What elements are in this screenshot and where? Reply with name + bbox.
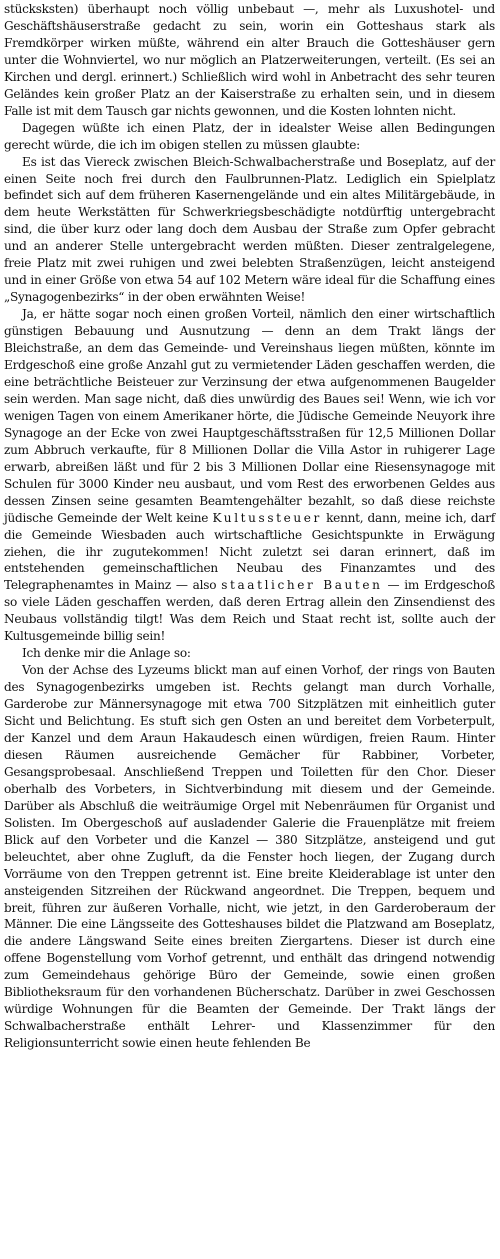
article-paragraph (4, 154, 495, 307)
paragraph-text: Von der Achse des Lyzeums blickt man auf einen Vorhof, der rings von Bauten des Synagogenbezirks umgeben ist. Rechts gelangt man durch Vorhalle, Garderobe zur Männersynagoge mit etwa 700 Sitzplätzen mit einheitlich guter Sicht und Belichtung. Es stuft sich gen Osten an und bereitet dem Vorbeterpult, der Kanzel und dem Araun Hakaudesch einen würdigen, freien Raum. Hinter diesen Räumen ausreichende Gemächer für Rabbiner, Vorbeter, Gesangsprobesaal. Anschließend Treppen und Toiletten für den Chor. Dieser oberhalb des Vorbeters, in Sichtverbindung mit diesem und der Gemeinde. Darüber als Abschluß die weiträumige Orgel mit Nebenräumen für Organist und Solisten. Im Obergeschoß auf ausladender Galerie die Frauenplätze mit freiem Blick auf den Vorbeter und die Kanzel — 380 Sitzplätze, ansteigend und gut beleuchtet, aber ohne Zugluft, da die Fenster hoch liegen, der Zugang durch Vorräume von den Treppen getrennt ist. Eine breite Kleiderablage ist unter den ansteigenden Sitzreihen der Rückwand angeordnet. Die Treppen, bequem und breit, führen zur äußeren Vorhalle, nicht, wie jetzt, in den Garderoberaum der Männer. Die eine Längsseite des Gotteshauses bildet die Platzwand am Boseplatz, die andere Längswand Seite eines breiten Ziergartens. Dieser ist durch eine offene Bogenstellung vom Vorhof getrennt, und enthält das dringend notwendig zum Gemeindehaus gehörige Büro der Gemeinde, sowie einen großen Bibliotheksraum für den vorhandenen Bücherschatz. Darüber in zwei Geschossen würdige Wohnungen für die Beamten der Gemeinde. Der Trakt längs der Schwalbacherstraße enthält Lehrer- und Klassenzimmer für den Religionsunterricht sowie einen heute fehlenden Be (4, 663, 495, 1051)
emphasized-text: Kultussteuer (212, 510, 322, 525)
paragraph-text: kennt, dann, meine ich, darf die Gemeinde Wiesbaden auch wirtschaftliche Gesichtspunkte in Erwägung ziehen, die ihr zugutekommen! Nicht zuletzt sei daran erinnert, daß im entstehenden gemeinschaftlichen Neubau des Finanzamtes und des Telegraphenamtes in Mainz — also (4, 510, 495, 593)
paragraph-text: Dagegen wüßte ich einen Platz, der in idealster Weise allen Bedingungen gerecht würde, die ich im obigen stellen zu müssen glaubte: (4, 120, 495, 152)
paragraph-text: stücksksten) überhaupt noch völlig unbebaut —, mehr als Luxushotel- und Geschäftshäuserstraße gedacht zu sein, worin ein Gotteshaus stark als Fremdkörper wirken müßte, während ein alter Brauch die Gotteshäuser gern unter die Wohnviertel, wo nur möglich an Platzerweiterungen, verteilt. (Es sei an Kirchen und dergl. erinnert.) Schließlich wird wohl in Anbetracht des sehr teuren Geländes kein großer Platz an der Kaiserstraße zu erhalten sein, und in diesem Falle ist mit dem Tausch gar nichts gewonnen, und die Kosten lohnten nicht. (4, 2, 495, 118)
article-paragraph (4, 645, 495, 662)
emphasized-text: staatlicher Bauten (221, 578, 383, 593)
article-column (4, 1, 495, 1052)
paragraph-text: Ja, er hätte sogar noch einen großen Vorteil, nämlich den einer wirtschaftlich günstigen Bebauung und Ausnutzung — denn an dem Trakt längs der Bleichstraße, an dem das Gemeinde- und Vereinshaus liegen müßten, könnte im Erdgeschoß eine große Anzahl gut zu vermietender Läden geschaffen werden, die eine beträchtliche Beisteuer zur Verzinsung der etwa aufgenommenen Baugelder sein werden. Man sage nicht, daß dies unwürdig des Baues sei! Wenn, wie ich vor wenigen Tagen von einem Amerikaner hörte, die Jüdische Gemeinde Neuyork ihre Synagoge an der Ecke von zwei Hauptgeschäftsstraßen für 12,5 Millionen Dollar zum Abbruch verkaufte, für 8 Millionen Dollar die Villa Astor in ruhigerer Lage erwarb, abreißen läßt und für 2 bis 3 Millionen Dollar eine Riesensynagoge mit Schulen für 3000 Kinder neu ausbaut, und vom Rest des erworbenen Geldes aus dessen Zinsen seine gesamten Beamtengehälter bezahlt, so daß diese reichste jüdische Gemeinde der Welt keine (4, 307, 495, 525)
article-paragraph (4, 120, 495, 154)
paragraph-text: Ich denke mir die Anlage so: (22, 646, 191, 661)
article-paragraph (4, 1, 495, 120)
article-paragraph (4, 306, 495, 645)
article-paragraph (4, 662, 495, 1052)
paragraph-text: — im Erdgeschoß so viele Läden geschaffen werden, daß deren Ertrag allein den Zinsendienst des Neubaus vollständig tilgt! Was dem Reich und Staat recht ist, sollte auch der Kultusgemeinde billig sein! (4, 578, 495, 644)
paragraph-text: Es ist das Viereck zwischen Bleich-Schwalbacherstraße und Boseplatz, auf der einen Seite noch frei durch den Faulbrunnen-Platz. Lediglich ein Spielplatz befindet sich auf dem früheren Kasernengelände und ein altes Militärgebäude, in dem heute Werkstätten für Schwerkriegsbeschädigte notdürftig untergebracht sind, die über kurz oder lang doch dem Ausbau der Straße zum Opfer gebracht und an anderer Stelle untergebracht werden müßten. Dieser zentralgelegene, freie Platz mit zwei ruhigen und zwei belebten Straßenzügen, leicht ansteigend und in einer Größe von etwa 54 auf 102 Metern wäre ideal für die Schaffung eines „Synagogenbezirks“ in der oben erwähnten Weise! (4, 154, 495, 305)
